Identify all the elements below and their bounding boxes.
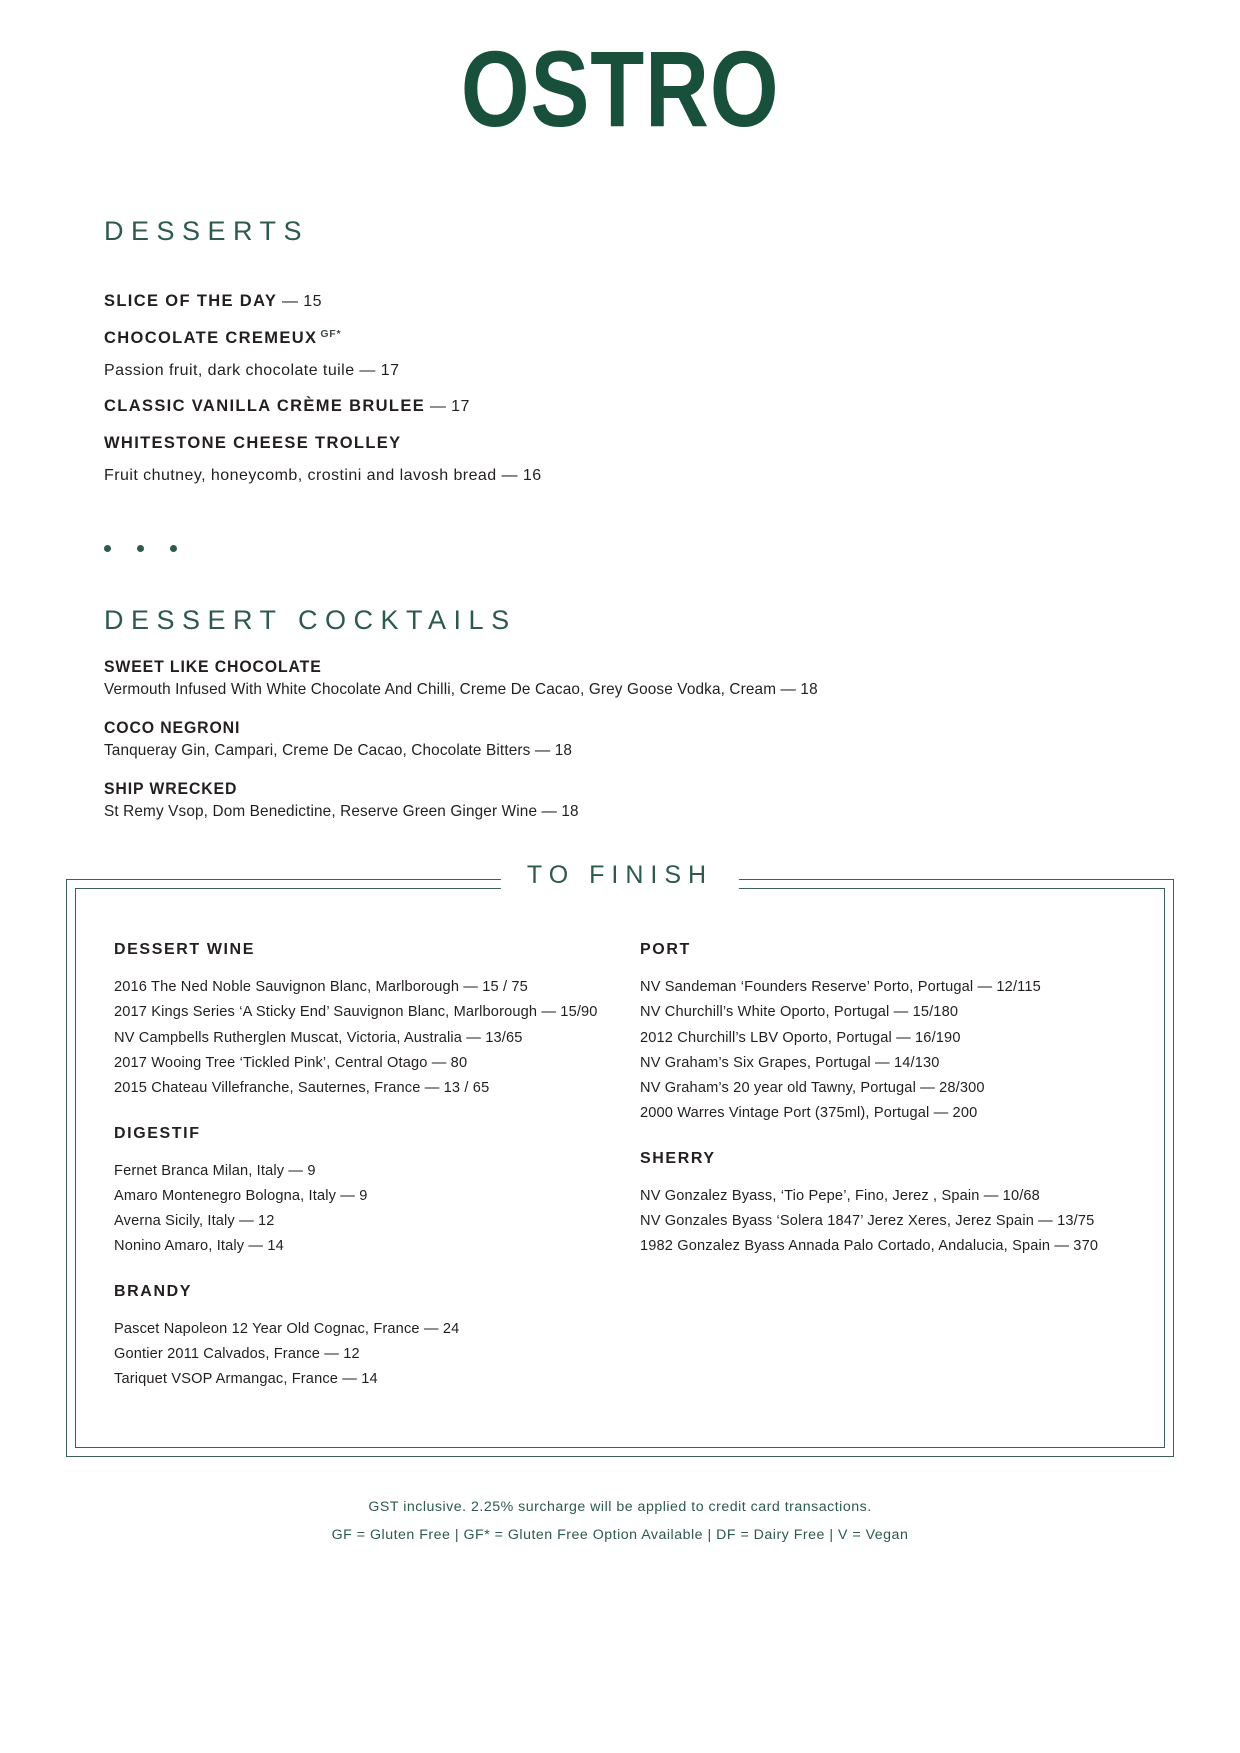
logo-header [0, 0, 1240, 150]
drink-line: NV Churchill’s White Oporto, Portugal — 15/180 [640, 1004, 959, 1021]
drink-line: Nonino Amaro, Italy — 14 [114, 1238, 284, 1255]
drink-group [114, 941, 600, 1100]
drink-line: Amaro Montenegro Bologna, Italy — 9 [114, 1187, 368, 1204]
dessert-item [104, 427, 1136, 491]
drink-group-title: SHERRY [640, 1149, 716, 1167]
desserts-section [104, 216, 1136, 491]
drink-line: NV Campbells Rutherglen Muscat, Victoria, Australia — 13/65 [114, 1029, 523, 1046]
drink-group-title: DESSERT WINE [114, 941, 255, 959]
dessert-name: CLASSIC VANILLA CRÈME BRULEE [104, 397, 426, 416]
drink-group [640, 1150, 1126, 1259]
drink-line: NV Gonzales Byass ‘Solera 1847’ Jerez Xeres, Jerez Spain — 13/75 [640, 1213, 1095, 1230]
cocktail-description: St Remy Vsop, Dom Benedictine, Reserve Green Ginger Wine — 18 [104, 803, 579, 821]
dots-divider [104, 543, 1136, 553]
dessert-price: — 17 [425, 398, 470, 416]
drink-group-title: DIGESTIF [114, 1124, 201, 1142]
drink-group-title: BRANDY [114, 1283, 193, 1301]
divider-dot-icon [104, 545, 111, 552]
dessert-cocktails-section [104, 605, 1136, 821]
drink-line: Tariquet VSOP Armangac, France — 14 [114, 1371, 378, 1388]
drink-line: 2017 Wooing Tree ‘Tickled Pink’, Central Otago — 80 [114, 1054, 468, 1071]
dessert-item [104, 390, 1136, 423]
brand-logo: OSTRO [460, 29, 780, 150]
drink-line: Averna Sicily, Italy — 12 [114, 1213, 275, 1230]
dessert-cocktails-list [104, 658, 1136, 821]
gluten-free-tag: GF* [320, 327, 342, 340]
dessert-name-row [104, 427, 1136, 460]
to-finish-left-column [114, 941, 600, 1416]
to-finish-right-column [640, 941, 1126, 1416]
dessert-name-row [104, 322, 1136, 355]
dessert-price: — 15 [277, 293, 322, 310]
drink-group [114, 1125, 600, 1259]
dessert-item [104, 322, 1136, 386]
cocktail-description: Vermouth Infused With White Chocolate And Chilli, Creme De Cacao, Grey Goose Vodka, Cream — 18 [104, 681, 818, 699]
to-finish-title: TO FINISH [501, 861, 739, 890]
cocktail-item [104, 719, 1136, 760]
drink-line: Gontier 2011 Calvados, France — 12 [114, 1346, 360, 1363]
cocktail-item [104, 658, 1136, 699]
dessert-item [104, 285, 1136, 318]
drink-line: 2000 Warres Vintage Port (375ml), Portugal — 200 [640, 1104, 978, 1121]
footer [0, 1493, 1240, 1550]
desserts-heading: DESSERTS [104, 216, 310, 246]
drink-line: Pascet Napoleon 12 Year Old Cognac, France — 24 [114, 1321, 460, 1338]
to-finish-panel [66, 861, 1174, 1456]
drink-line: NV Graham’s Six Grapes, Portugal — 14/130 [640, 1054, 940, 1071]
drink-group-title: PORT [640, 941, 691, 959]
dessert-cocktails-heading: DESSERT COCKTAILS [104, 605, 517, 636]
drink-line: 1982 Gonzalez Byass Annada Palo Cortado, Andalucia, Spain — 370 [640, 1238, 1099, 1255]
cocktail-item [104, 780, 1136, 821]
drink-line: 2015 Chateau Villefranche, Sauternes, France — 13 / 65 [114, 1079, 490, 1096]
footer-dietary-legend: GF = Gluten Free | GF* = Gluten Free Option Available | DF = Dairy Free | V = Vegan [331, 1526, 909, 1543]
to-finish-inner-frame [75, 888, 1165, 1447]
drink-line: Fernet Branca Milan, Italy — 9 [114, 1162, 316, 1179]
dessert-name-row [104, 285, 1136, 318]
drink-line: NV Graham’s 20 year old Tawny, Portugal — 28/300 [640, 1079, 985, 1096]
dessert-name: WHITESTONE CHEESE TROLLEY [104, 434, 402, 453]
drink-line: NV Sandeman ‘Founders Reserve’ Porto, Portugal — 12/115 [640, 979, 1041, 996]
dessert-name-row [104, 390, 1136, 423]
drink-group [640, 941, 1126, 1126]
cocktail-name: COCO NEGRONI [104, 719, 241, 738]
divider-dot-icon [170, 545, 177, 552]
cocktail-name: SWEET LIKE CHOCOLATE [104, 658, 322, 677]
drink-line: 2017 Kings Series ‘A Sticky End’ Sauvignon Blanc, Marlborough — 15/90 [114, 1004, 598, 1021]
cocktail-name: SHIP WRECKED [104, 780, 238, 799]
dessert-name: CHOCOLATE CREMEUX [104, 329, 318, 347]
desserts-list [104, 285, 1136, 491]
dessert-name: SLICE OF THE DAY [104, 292, 278, 310]
to-finish-columns [114, 941, 1126, 1416]
cocktail-description: Tanqueray Gin, Campari, Creme De Cacao, Chocolate Bitters — 18 [104, 742, 573, 760]
dessert-description: Passion fruit, dark chocolate tuile — 17 [104, 362, 400, 379]
footer-gst-note: GST inclusive. 2.25% surcharge will be applied to credit card transactions. [368, 1498, 872, 1515]
dessert-description: Fruit chutney, honeycomb, crostini and lavosh bread — 16 [104, 467, 542, 485]
drink-line: 2016 The Ned Noble Sauvignon Blanc, Marlborough — 15 / 75 [114, 979, 528, 996]
drink-line: 2012 Churchill’s LBV Oporto, Portugal — 16/190 [640, 1029, 961, 1046]
divider-dot-icon [137, 545, 144, 552]
drink-group [114, 1283, 600, 1392]
drink-line: NV Gonzalez Byass, ‘Tio Pepe’, Fino, Jerez , Spain — 10/68 [640, 1187, 1040, 1204]
